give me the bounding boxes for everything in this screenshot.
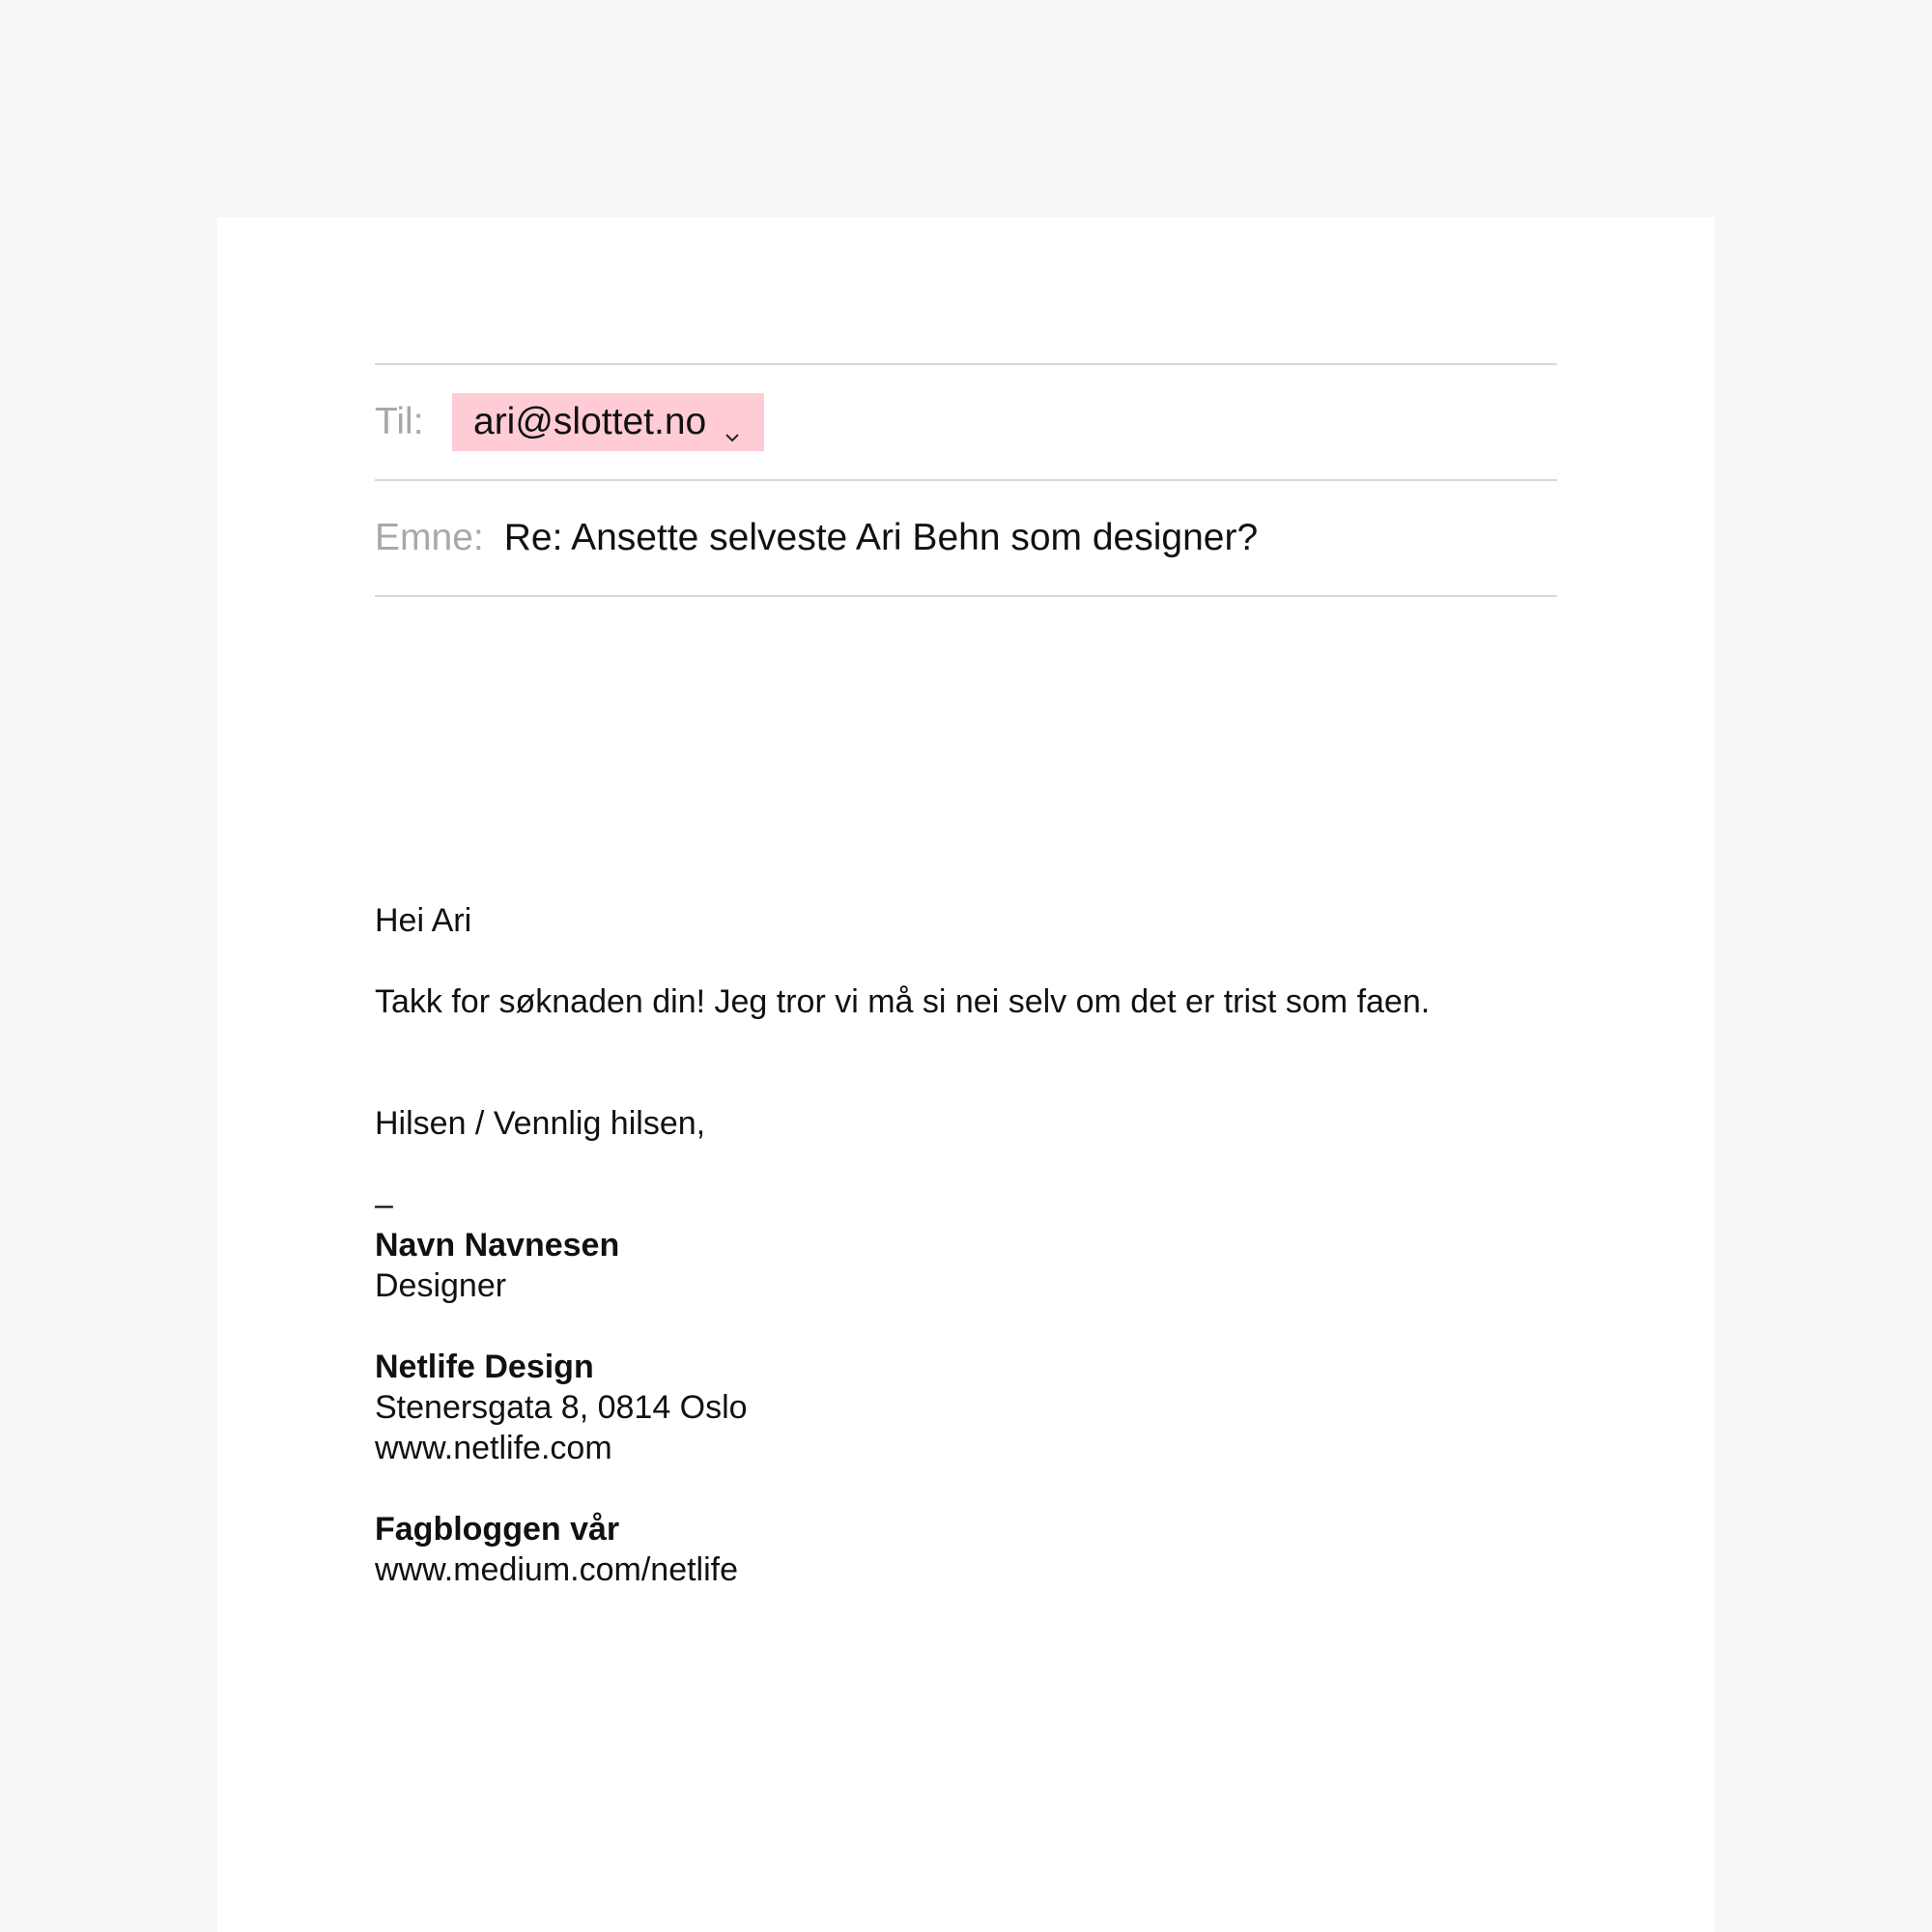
signature-name: Navn Navnesen (375, 1227, 620, 1264)
signature-website: www.netlife.com (375, 1430, 612, 1466)
signature-company: Netlife Design (375, 1349, 594, 1385)
signature-title: Designer (375, 1267, 507, 1304)
email-body[interactable] (375, 900, 1557, 1590)
chevron-down-icon (724, 413, 741, 431)
subject-input[interactable]: Re: Ansette selveste Ari Behn som designer? (503, 517, 1259, 558)
subject-field-row[interactable] (375, 481, 1557, 595)
message-text: Takk for søknaden din! Jeg tror vi må si nei selv om det er trist som faen. (375, 983, 1431, 1020)
closing-text: Hilsen / Vennlig hilsen, (375, 1105, 706, 1142)
email-compose-sheet (217, 217, 1715, 1932)
recipient-address: ari@slottet.no (473, 401, 707, 442)
recipient-chip[interactable] (452, 393, 764, 451)
email-header (375, 363, 1557, 597)
greeting-text: Hei Ari (375, 902, 472, 939)
to-field-row (375, 365, 1557, 479)
to-label: Til: (375, 401, 424, 442)
signature-address: Stenersgata 8, 0814 Oslo (375, 1389, 748, 1426)
signature-separator: – (375, 1186, 393, 1223)
header-divider-bottom (375, 595, 1557, 597)
signature-blog-url: www.medium.com/netlife (375, 1551, 739, 1588)
subject-label: Emne: (375, 517, 484, 558)
signature-blog-heading: Fagbloggen vår (375, 1511, 620, 1548)
